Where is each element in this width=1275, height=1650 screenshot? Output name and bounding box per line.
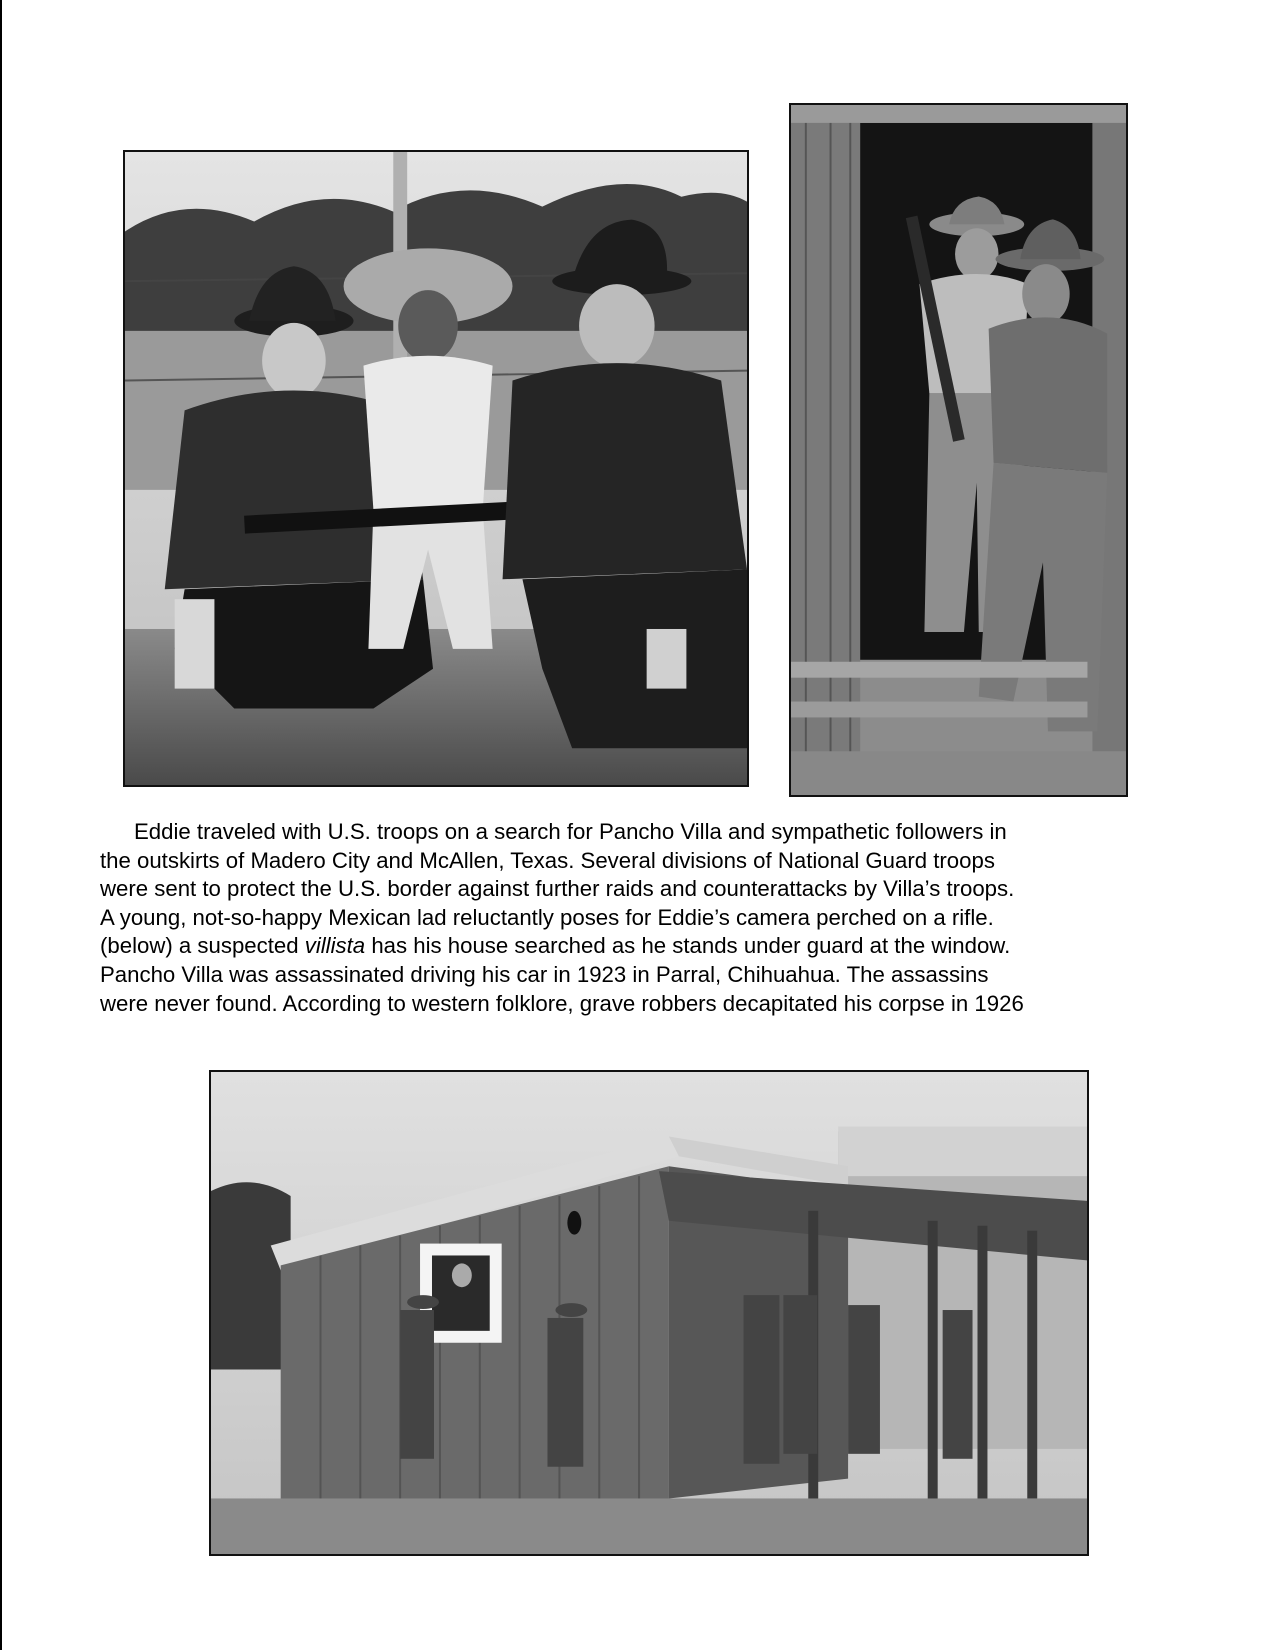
photo-cabin-under-guard <box>209 1070 1089 1556</box>
caption-text: (below) a suspected <box>100 933 305 959</box>
photo-caption <box>100 818 1190 1018</box>
caption-line: the outskirts of Madero City and McAllen, Texas. Several divisions of National Guard troops <box>100 847 995 873</box>
caption-line <box>100 932 1190 961</box>
caption-line: Eddie traveled with U.S. troops on a search for Pancho Villa and sympathetic followers in <box>134 819 1007 844</box>
photo-doorway-rifle-inspection <box>789 103 1128 797</box>
caption-line: A young, not-so-happy Mexican lad reluctantly poses for Eddie’s camera perched on a rifle. <box>100 904 994 930</box>
caption-line: were never found. According to western folklore, grave robbers decapitated his corpse in 1926 <box>100 990 1024 1016</box>
caption-line: Pancho Villa was assassinated driving his car in 1923 in Parral, Chihuahua. The assassins <box>100 961 989 987</box>
page-left-edge <box>0 0 2 1650</box>
caption-text: has his house searched as he stands under guard at the window. <box>365 933 1011 959</box>
caption-italic-term: villista <box>304 933 366 959</box>
caption-line: were sent to protect the U.S. border against further raids and counterattacks by Villa’s troops. <box>100 876 1015 902</box>
photo-soldiers-with-boy <box>123 150 749 787</box>
